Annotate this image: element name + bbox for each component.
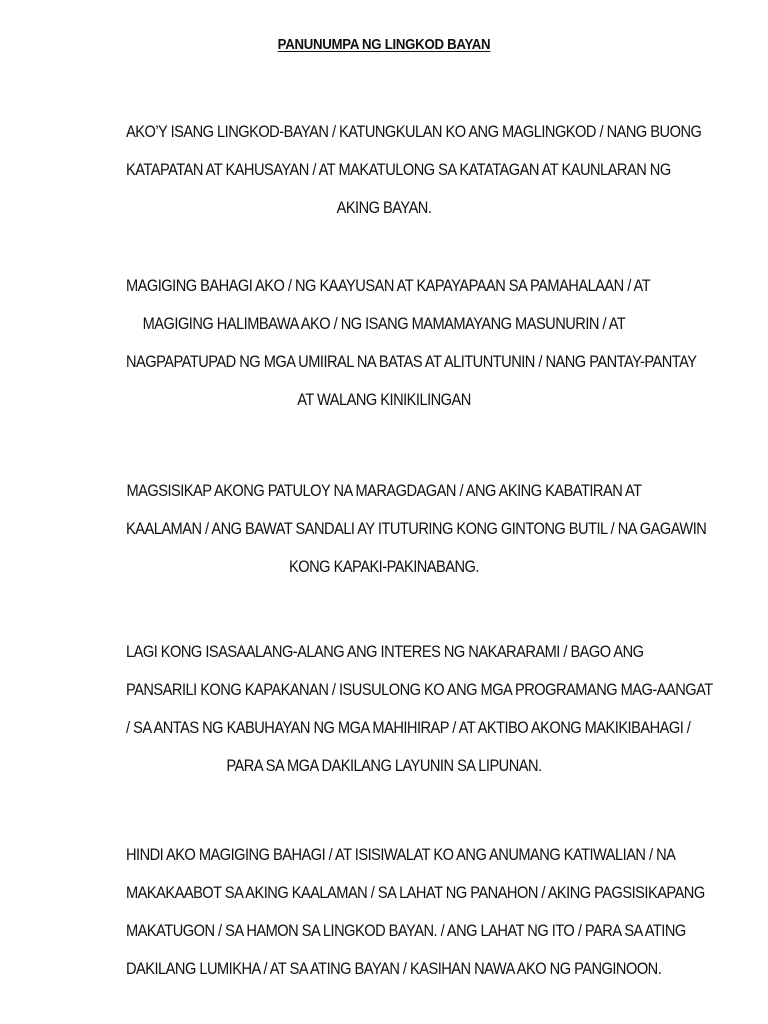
stanza-line: PANSARILI KONG KAPAKANAN / ISUSULONG KO ANG MGA PROGRAMANG MAG-AANGAT [126,680,713,699]
stanza-5 [84,836,705,988]
stanza-4 [84,633,713,785]
stanza-line: MAKATUGON / SA HAMON SA LINGKOD BAYAN. / ANG LAHAT NG ITO / PARA SA ATING [126,921,686,940]
stanza-line: HINDI AKO MAGIGING BAHAGI / AT ISISIWALAT KO ANG ANUMANG KATIWALIAN / NA [126,845,676,864]
stanza-3 [84,472,707,586]
document-title-text: PANUNUMPA NG LINGKOD BAYAN [277,36,491,53]
stanza-line: AKING BAYAN. [336,198,432,217]
stanza-line: KATAPATAN AT KAHUSAYAN / AT MAKATULONG SA KATATAGAN AT KAUNLARAN NG [126,160,671,179]
stanza-line: KAALAMAN / ANG BAWAT SANDALI AY ITUTURING KONG GINTONG BUTIL / NA GAGAWIN [126,519,707,538]
stanza-line: KONG KAPAKI-PAKINABANG. [289,557,479,576]
stanza-2 [84,267,697,419]
document-title [46,34,722,56]
stanza-line: AT WALANG KINIKILINGAN [297,390,471,409]
stanza-line: PARA SA MGA DAKILANG LAYUNIN SA LIPUNAN. [226,756,542,775]
stanza-1 [84,113,702,227]
stanza-line: NAGPAPATUPAD NG MGA UMIIRAL NA BATAS AT ALITUNTUNIN / NANG PANTAY-PANTAY [126,352,697,371]
stanza-line: LAGI KONG ISASAALANG-ALANG ANG INTERES NG NAKARARAMI / BAGO ANG [126,642,644,661]
stanza-line: MAGIGING HALIMBAWA AKO / NG ISANG MAMAMAYANG MASUNURIN / AT [142,314,626,333]
stanza-line: DAKILANG LUMIKHA / AT SA ATING BAYAN / KASIHAN NAWA AKO NG PANGINOON. [126,959,662,978]
stanza-line: AKO’Y ISANG LINGKOD-BAYAN / KATUNGKULAN KO ANG MAGLINGKOD / NANG BUONG [126,122,702,141]
stanza-line: / SA ANTAS NG KABUHAYAN NG MGA MAHIHIRAP / AT AKTIBO AKONG MAKIKIBAHAGI / [126,718,691,737]
stanza-line: MAKAKAABOT SA AKING KAALAMAN / SA LAHAT NG PANAHON / AKING PAGSISIKAPANG [126,883,705,902]
stanza-line: MAGSISIKAP AKONG PATULOY NA MARAGDAGAN / ANG AKING KABATIRAN AT [126,481,642,500]
stanza-line: MAGIGING BAHAGI AKO / NG KAAYUSAN AT KAPAYAPAAN SA PAMAHALAAN / AT [126,276,651,295]
